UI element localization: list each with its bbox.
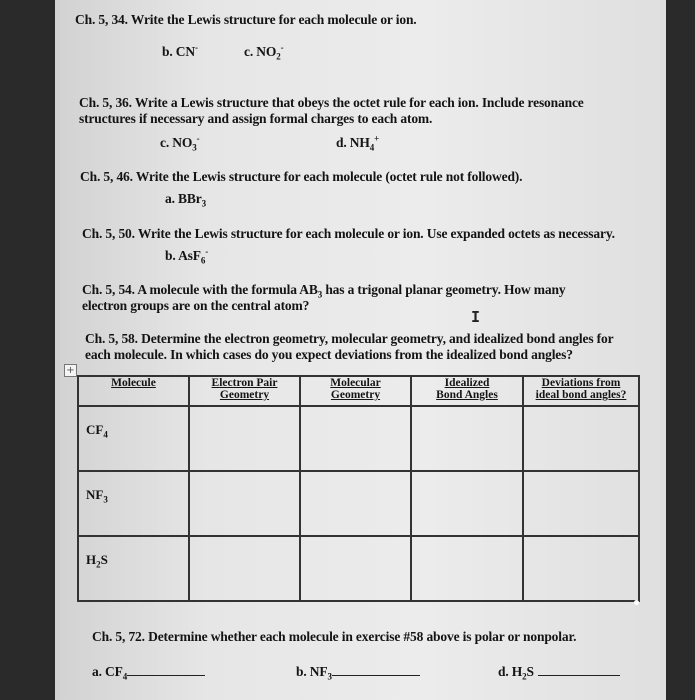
q72-heading: Ch. 5, 72. Determine whether each molecule in exercise #58 above is polar or nonpolar. xyxy=(92,629,577,644)
q72-item-b: b. $NF_3$ xyxy=(296,665,420,679)
header-idealized-bond-angles: Idealized Bond Angles xyxy=(411,376,523,406)
answer-cell[interactable] xyxy=(300,471,411,536)
answer-cell[interactable] xyxy=(300,406,411,471)
answer-cell[interactable] xyxy=(189,406,300,471)
header-deviations: Deviations from ideal bond angles? xyxy=(523,376,639,406)
answer-blank-d[interactable] xyxy=(538,675,620,676)
answer-cell[interactable] xyxy=(523,406,639,471)
answer-cell[interactable] xyxy=(411,406,523,471)
q58-heading-line2: each molecule. In which cases do you expect deviations from the idealized bond angles? xyxy=(85,347,573,362)
q34-heading: Ch. 5, 34. Write the Lewis structure for each molecule or ion. xyxy=(75,12,417,27)
q50-heading: Ch. 5, 50. Write the Lewis structure for each molecule or ion. Use expanded octets as necessary. xyxy=(82,226,615,241)
header-electron-pair-geometry: Electron Pair Geometry xyxy=(189,376,300,406)
q46-item-a: a. BBr$_3$ xyxy=(165,191,206,209)
q36-heading-line2: structures if necessary and assign formal charges to each atom. xyxy=(79,111,433,126)
answer-cell[interactable] xyxy=(300,536,411,601)
text-cursor-icon: I xyxy=(471,308,481,326)
answer-cell[interactable] xyxy=(411,471,523,536)
table-row xyxy=(78,406,639,471)
answer-cell[interactable] xyxy=(523,536,639,601)
molecule-cell: $NF_3$ xyxy=(78,471,189,536)
molecule-cell: $CF_4$ xyxy=(78,406,189,471)
header-molecular-geometry: Molecular Geometry xyxy=(300,376,411,406)
answer-cell[interactable] xyxy=(411,536,523,601)
answer-blank-b[interactable] xyxy=(332,675,420,676)
q34-item-c: c. $NO_2^-$ xyxy=(244,42,284,62)
q50-item-b: b. AsF$_6$- xyxy=(165,246,209,266)
molecule-cell: $H_2S$ xyxy=(78,536,189,601)
q54-heading-line2: electron groups are on the central atom? xyxy=(82,298,310,313)
geometry-table xyxy=(77,375,640,602)
header-molecule: Molecule xyxy=(78,376,189,406)
answer-cell[interactable] xyxy=(189,536,300,601)
table-row xyxy=(78,471,639,536)
q58-heading-line1: Ch. 5, 58. Determine the electron geometry, molecular geometry, and idealized bond angles for xyxy=(85,331,614,346)
q36-item-d: d. $NH_4^+$ xyxy=(336,133,380,153)
table-resize-handle[interactable] xyxy=(634,600,639,605)
q54-heading-line1: Ch. 5, 54. A molecule with the formula $AB_3$ has a trigonal planar geometry. How many xyxy=(82,282,566,300)
table-move-handle-icon[interactable]: + xyxy=(64,364,77,377)
q46-heading: Ch. 5, 46. Write the Lewis structure for each molecule (octet rule not followed). xyxy=(80,169,523,184)
q72-item-a: a. $CF_4$ xyxy=(92,665,205,679)
q36-heading-line1: Ch. 5, 36. Write a Lewis structure that obeys the octet rule for each ion. Include resonance xyxy=(79,95,584,110)
answer-blank-a[interactable] xyxy=(127,675,205,676)
table-row xyxy=(78,536,639,601)
q34-item-b: b. CN- xyxy=(162,42,198,59)
q72-item-d: d. $H_2S$ xyxy=(498,665,620,679)
q36-item-c: c. $NO_3^-$ xyxy=(160,133,200,153)
answer-cell[interactable] xyxy=(189,471,300,536)
answer-cell[interactable] xyxy=(523,471,639,536)
